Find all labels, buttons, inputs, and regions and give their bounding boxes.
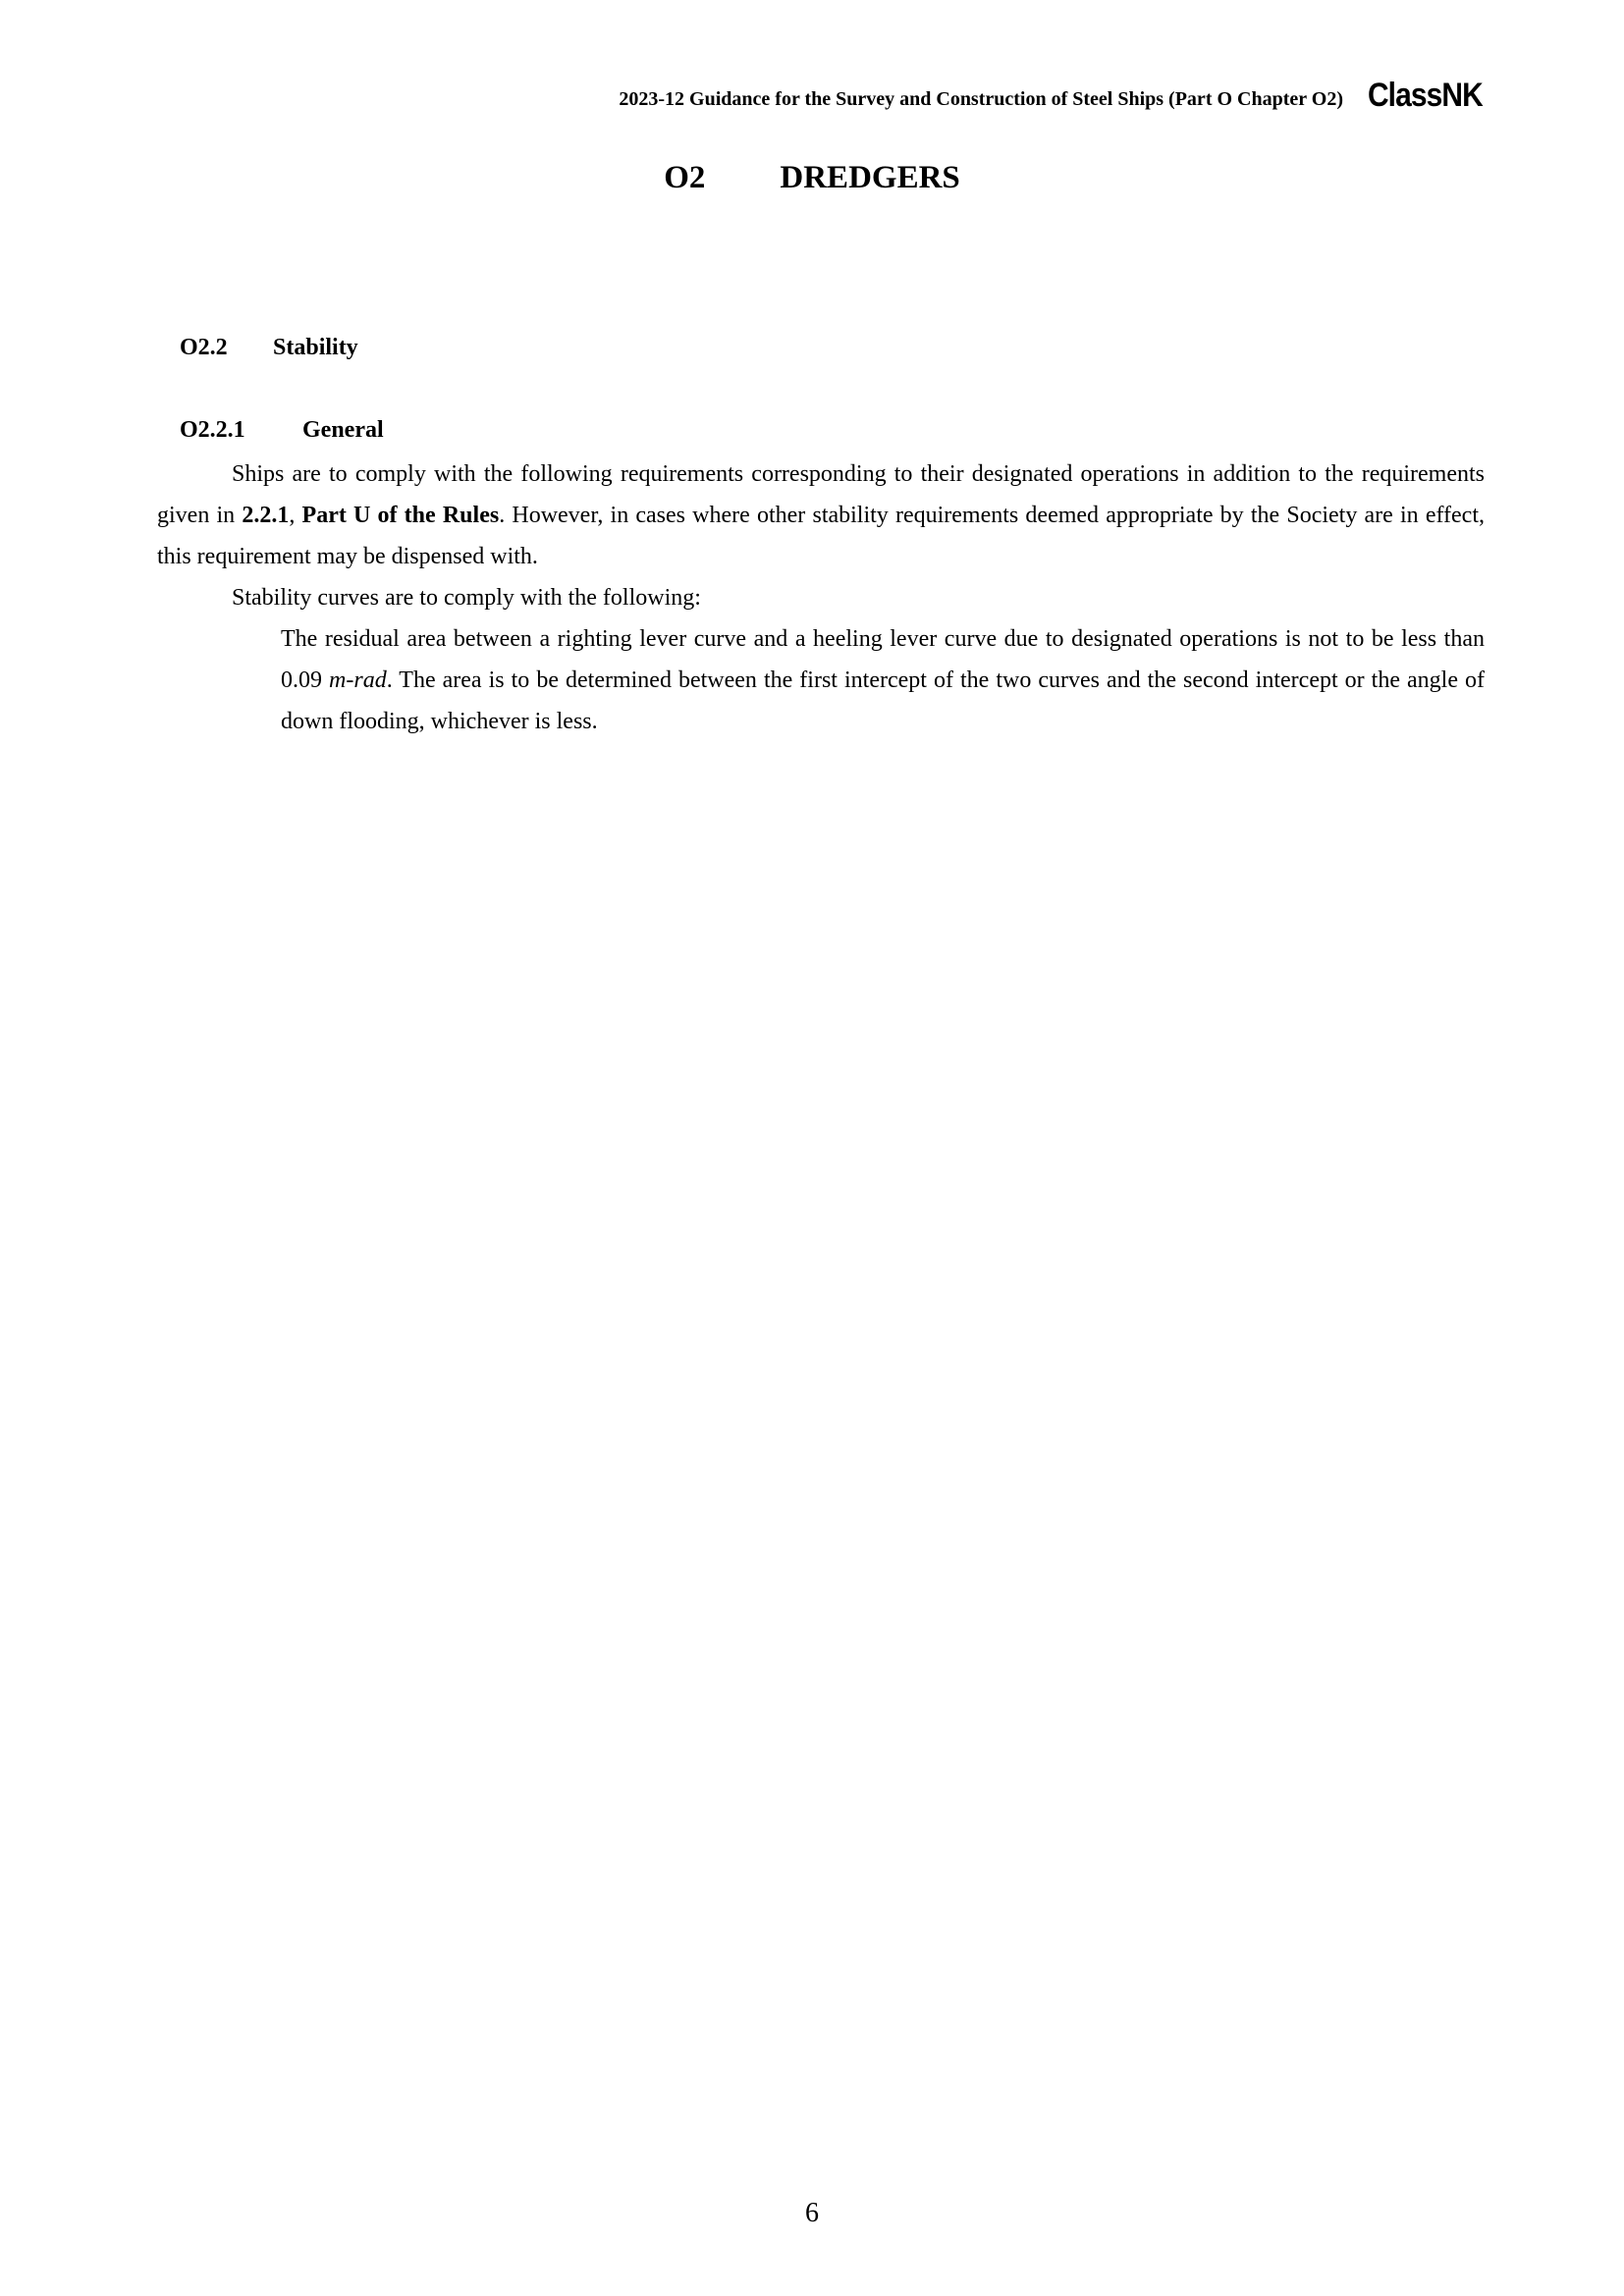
unit-label: m-rad	[329, 667, 387, 693]
section-number: O2.2	[180, 335, 228, 360]
section-title: Stability	[273, 335, 358, 360]
section-heading	[180, 335, 358, 361]
rule-reference: 2.2.1	[242, 503, 290, 528]
chapter-title	[0, 160, 1624, 196]
header-title: 2023-12 Guidance for the Survey and Construction of Steel Ships (Part O Chapter O2)	[619, 88, 1343, 110]
paragraph-residual-area	[281, 618, 1485, 742]
page-header	[550, 79, 1483, 118]
paragraph-general-requirements	[157, 454, 1485, 577]
rule-reference: Part U of the Rules	[301, 503, 500, 528]
paragraph-text: . However, in cases where other stability requirements deemed appropriate by the Society are in effect, this requirement may be dispensed with.	[157, 503, 1486, 569]
paragraph-text: . The area is to be determined between the first intercept of the two curves and the second intercept or the angle of down flooding, whichever is less.	[281, 667, 1486, 734]
chapter-name: DREDGERS	[780, 160, 960, 195]
subsection-heading	[180, 417, 384, 444]
page-number: 6	[805, 2198, 819, 2228]
subsection-title: General	[302, 417, 384, 443]
subsection-number: O2.2.1	[180, 417, 245, 443]
paragraph-text: Stability curves are to comply with the following:	[232, 585, 701, 611]
paragraph-stability-curves	[157, 577, 1485, 618]
separator: ,	[289, 503, 302, 528]
chapter-number: O2	[664, 160, 706, 195]
classnk-logo-icon: ClassNK	[1368, 77, 1483, 114]
paragraph-text: Ships are to comply with the following requirements corresponding to their designated operations in addition to the requirements given in	[157, 461, 1485, 528]
paragraph-text: The residual area between a righting lever curve and a heeling lever curve due to designated operations is not to be less than 0.09	[281, 626, 1485, 693]
